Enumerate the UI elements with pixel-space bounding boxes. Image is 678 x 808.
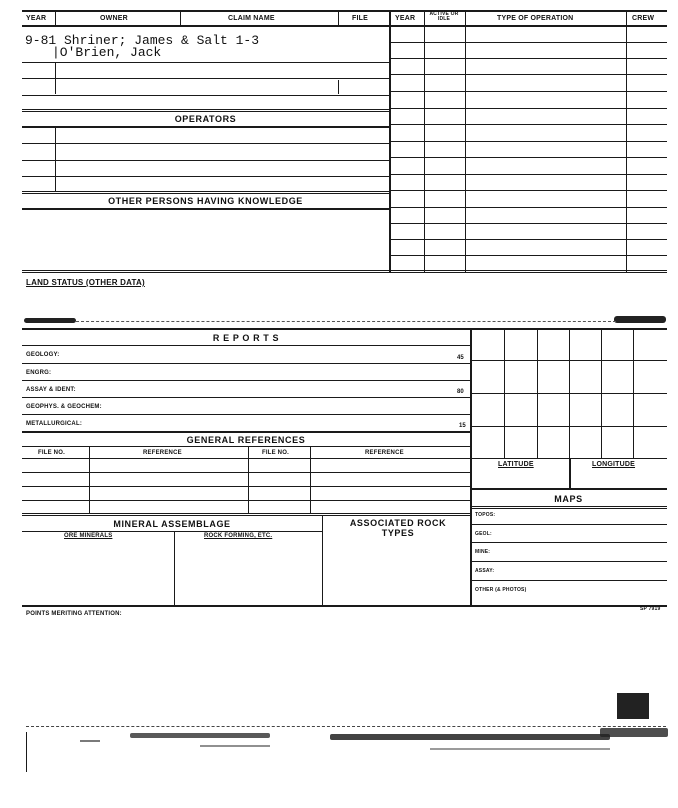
- report-metallurgical: METALLURGICAL:: [26, 421, 83, 427]
- operators-label: OPERATORS: [174, 114, 237, 124]
- header-crew: CREW: [632, 15, 655, 22]
- longitude-label: LONGITUDE: [592, 461, 636, 468]
- header-year-right: YEAR: [395, 15, 416, 22]
- form-number: SP 7919: [640, 606, 661, 612]
- gref-reference-2: REFERENCE: [365, 450, 404, 456]
- report-assay: ASSAY & IDENT:: [26, 387, 76, 393]
- report-geology: GEOLOGY:: [26, 352, 60, 358]
- claim-entry-line-1: 9-81 Shriner; James & Salt 1-3: [25, 33, 260, 48]
- maps-assay: ASSAY:: [475, 568, 495, 574]
- report-metallurgical-num: 15: [459, 423, 466, 429]
- report-engrg: ENGRG:: [26, 370, 52, 376]
- other-persons-label: OTHER PERSONS HAVING KNOWLEDGE: [108, 196, 303, 206]
- associated-rock-types-label: ASSOCIATED ROCK TYPES: [349, 518, 447, 538]
- header-claim-name: CLAIM NAME: [228, 15, 275, 22]
- claim-entry-line-2: |O'Brien, Jack: [52, 45, 162, 60]
- land-status-label: LAND STATUS (OTHER DATA): [26, 278, 145, 287]
- points-meriting-attention-label: POINTS MERITING ATTENTION:: [26, 611, 122, 617]
- reports-title: R E P O R T S: [212, 333, 280, 343]
- maps-mine: MINE:: [475, 549, 491, 555]
- maps-topos: TOPOS:: [475, 512, 496, 518]
- rock-forming-label: ROCK FORMING, ETC.: [204, 533, 273, 539]
- latitude-label: LATITUDE: [498, 461, 534, 468]
- report-geophys: GEOPHYS. & GEOCHEM:: [26, 404, 102, 410]
- header-type-of-operation: TYPE OF OPERATION: [497, 15, 574, 22]
- gref-file-no-2: FILE NO.: [262, 450, 289, 456]
- maps-title: MAPS: [554, 494, 583, 504]
- header-file: FILE: [352, 15, 368, 22]
- header-active-idle: ACTIVE OR IDLE: [429, 11, 459, 22]
- report-assay-num: 80: [457, 389, 464, 395]
- report-geology-num: 45: [457, 355, 464, 361]
- header-year: YEAR: [26, 15, 47, 22]
- maps-other: OTHER (& PHOTOS): [475, 587, 527, 593]
- mineral-assemblage-title: MINERAL ASSEMBLAGE: [113, 519, 231, 529]
- gref-file-no-1: FILE NO.: [38, 450, 65, 456]
- gref-reference-1: REFERENCE: [143, 450, 182, 456]
- header-owner: OWNER: [100, 15, 128, 22]
- general-references-title: GENERAL REFERENCES: [186, 435, 306, 445]
- maps-geol: GEOL:: [475, 531, 492, 537]
- ore-minerals-label: ORE MINERALS: [64, 533, 113, 539]
